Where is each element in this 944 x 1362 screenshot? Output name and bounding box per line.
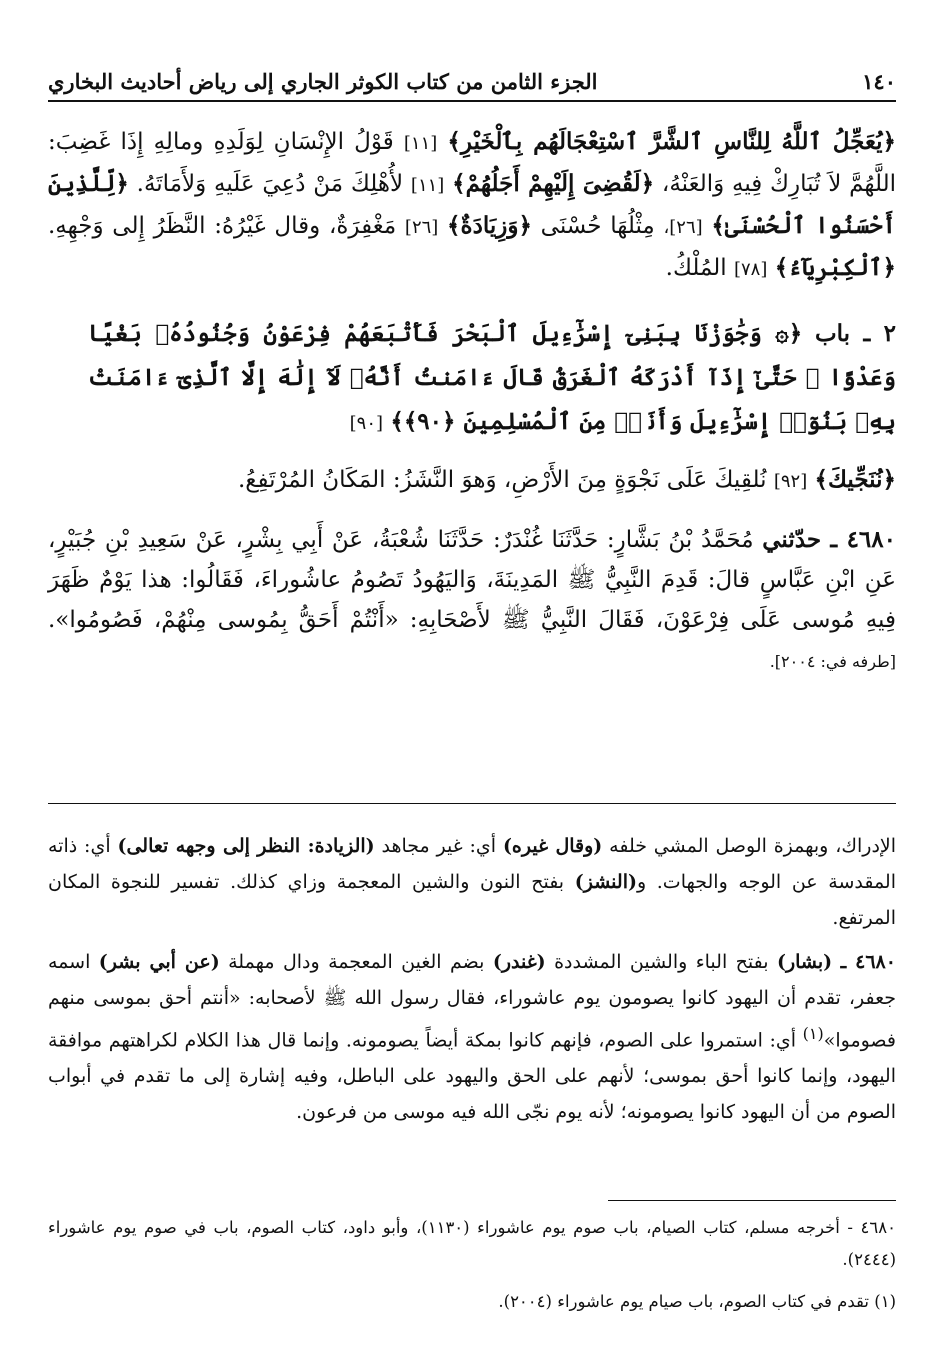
tafsir-intro (48, 122, 896, 290)
verse-ref: [٩٠] (349, 413, 384, 434)
main-text (48, 122, 896, 682)
page-header (48, 54, 896, 94)
verse-ref: [١١] (410, 175, 445, 196)
verse-ref: [٧٨] (733, 259, 768, 280)
commentary-text: الإدراك، وبهمزة الوصل المشي خلفه (609, 835, 897, 857)
commentary (48, 828, 896, 1130)
commentary-term: (النشز) (574, 871, 637, 893)
commentary-text: أي: ذاته المقدسة عن الوجه والجهات. و (48, 835, 896, 893)
tafsir-text: لأُهْلِكَ مَنْ دُعِيَ عَلَيهِ وَلأَمَاتَهُ. (136, 171, 404, 197)
quran-quote: ﴿نُنَجِّيكَ﴾ (814, 466, 896, 493)
footnote-1 (48, 1286, 896, 1318)
chapter-label: ٢ ـ باب (814, 320, 896, 347)
commentary-term: (عن أبي بشر) (98, 951, 220, 973)
footnote-number: (١) (874, 1292, 896, 1311)
tafsir-text: نُلقِيكَ عَلَى نَجْوَةٍ مِنَ الأَرْضِ، وَهوَ النَّشَزُ: المَكَانُ المُرْتَفِعُ. (237, 467, 767, 493)
commentary-text: بضم الغين المعجمة ودال مهملة (228, 951, 485, 973)
commentary-text: اسمه جعفر، تقدم أن اليهود كانوا يصومون يوم عاشوراء، فقال رسول الله ﷺ لأصحابه: «أنتم أحق بموسى منهم فصوموا» (48, 951, 896, 1052)
commentary-term: (وقال غيره) (502, 835, 603, 857)
commentary-text: أي: استمروا على الصوم، فإنهم كانوا بمكة أيضاً يصومونه. وإنما قال هذا الكلام لكراهتهم موافقة اليهود، وإنما كانوا أحق بموسى؛ لأنهم على الحق واليهود على الباطل، وفيه إشارة إلى ما تقدم في أبواب الصوم من أن اليهود كانوا يصومونه؛ لأنه يوم نجّى الله فيه موسى من فرعون. (48, 1029, 896, 1124)
footnote-hadith: ٤٦٨٠ - أخرجه مسلم، كتاب الصيام، باب صوم يوم عاشوراء (١١٣٠)، وأبو داود، كتاب الصوم، باب في صوم يوم عاشوراء (٢٤٤٤). (48, 1218, 896, 1269)
quran-quote: ﴿لِّلَّذِينَ أَحْسَنُوا ٱلْحُسْنَىٰ﴾ (48, 170, 897, 239)
commentary-text: أي: غير مجاهد (381, 835, 497, 857)
verse-ref: [٩٢] (773, 471, 808, 492)
tafsir-text: مَغْفِرَةٌ، وقال غَيْرُهُ: النَّظَرُ إِلى وَجْهِهِ. (48, 213, 397, 239)
hadith-cross-ref: [طرفه في: ٢٠٠٤]. (769, 652, 896, 671)
footnotes (48, 1212, 896, 1318)
commentary-term: (غندر) (492, 951, 546, 973)
tafsir-text: المُلْكُ. (665, 255, 727, 281)
commentary-text: بفتح الباء والشين المشددة (554, 951, 769, 973)
header-rule (48, 100, 896, 102)
verse-ref: [٢٦] (404, 217, 439, 238)
tafsir-text: قَوْلُ الإِنْسَانِ لِوَلَدِهِ ومالِهِ إِذَا غَضِبَ: اللَّهُمَّ لاَ تُبَارِكْ فِيهِ وَالعَنْهُ، (48, 129, 897, 197)
hadith-4680 (48, 520, 896, 682)
commentary-text: بفتح النون والشين المعجمة وزاي كذلك. تفسير للنجوة المكان المرتفع. (48, 871, 896, 929)
commentary-para (48, 944, 896, 1130)
commentary-term: (الزيادة: النظر إلى وجهه تعالى) (117, 835, 375, 857)
page-number: ١٤٠ (862, 69, 896, 94)
commentary-number: ٤٦٨٠ ـ (840, 951, 896, 973)
chapter-heading (48, 312, 896, 446)
chapter-verse: ﴿۞ وَجَٰوَزْنَا بِبَنِىٓ إِسْرَٰٓءِيلَ ٱلْبَحْرَ فَأَتْبَعَهُمْ فِرْعَوْنُ وَجُنُودُهُۥ بَغْيًا وَعَدْوًا ۖ حَتَّىٰٓ إِذَآ أَدْرَكَهُ ٱلْغَرَقُ قَالَ ءَامَنتُ أَنَّهُۥ لَآ إِلَٰهَ إِلَّا ٱلَّذِىٓ ءَامَنَتْ بِهِۦ بَنُوٓا۟ إِسْرَٰٓءِيلَ وَأَنَا۠ مِنَ ٱلْمُسْلِمِينَ ﴿٩٠﴾﴾ (88, 320, 896, 435)
footnote-text: تقدم في كتاب الصوم، باب صيام يوم عاشوراء (٢٠٠٤). (498, 1292, 869, 1311)
verse-ref: [١١] (403, 133, 438, 154)
footnote-marker: (١) (802, 1024, 824, 1043)
commentary-term: (بشار) (776, 951, 833, 973)
tafsir-text: مِثْلُهَا حُسْنَى (540, 213, 655, 239)
verse-ref: [٢٦]، (663, 217, 703, 238)
running-title: الجزء الثامن من كتاب الكوثر الجاري إلى رياض أحاديث البخاري (48, 69, 598, 94)
tafsir-najjik (48, 460, 896, 502)
footnote-rule (608, 1200, 896, 1201)
commentary-para (48, 828, 896, 936)
quran-quote: ﴿ٱلْكِبْرِيَآءُ﴾ (774, 254, 896, 281)
quran-quote: ﴿وَزِيَادَةٌ﴾ (447, 212, 532, 239)
quran-quote: ﴿يُعَجِّلُ ٱللَّهُ لِلنَّاسِ ٱلشَّرَّ ٱسْتِعْجَالَهُم بِٱلْخَيْرِ﴾ (447, 128, 896, 155)
hadith-number: ٤٦٨٠ ـ حدّثني (762, 526, 896, 553)
commentary-rule (48, 803, 896, 804)
book-page (48, 40, 896, 1340)
quran-quote: ﴿لَقُضِىَ إِلَيْهِمْ أَجَلُهُمْ﴾ (452, 170, 655, 197)
hadith-text: مُحَمَّدُ بْنُ بَشَّارٍ: حَدَّثَنَا غُنْدَرٌ: حَدَّثَنَا شُعْبَةُ، عَنْ أَبِي بِشْرٍ، عَنْ سَعِيدِ بْنِ جُبَيْرٍ، عَنِ ابْنِ عَبَّاسٍ قالَ: قَدِمَ النَّبِيُّ ﷺ المَدِينَةَ، وَاليَهُودُ تَصُومُ عاشُوراءَ، فَقَالُوا: هذا يَوْمٌ ظَهَرَ فِيهِ مُوسى عَلَى فِرْعَوْنَ، فَقَالَ النَّبِيُّ ﷺ لأَصْحَابِهِ: «أَنْتُمْ أَحَقُّ بِمُوسى مِنْهُمْ، فَصُومُوا». (48, 527, 896, 633)
